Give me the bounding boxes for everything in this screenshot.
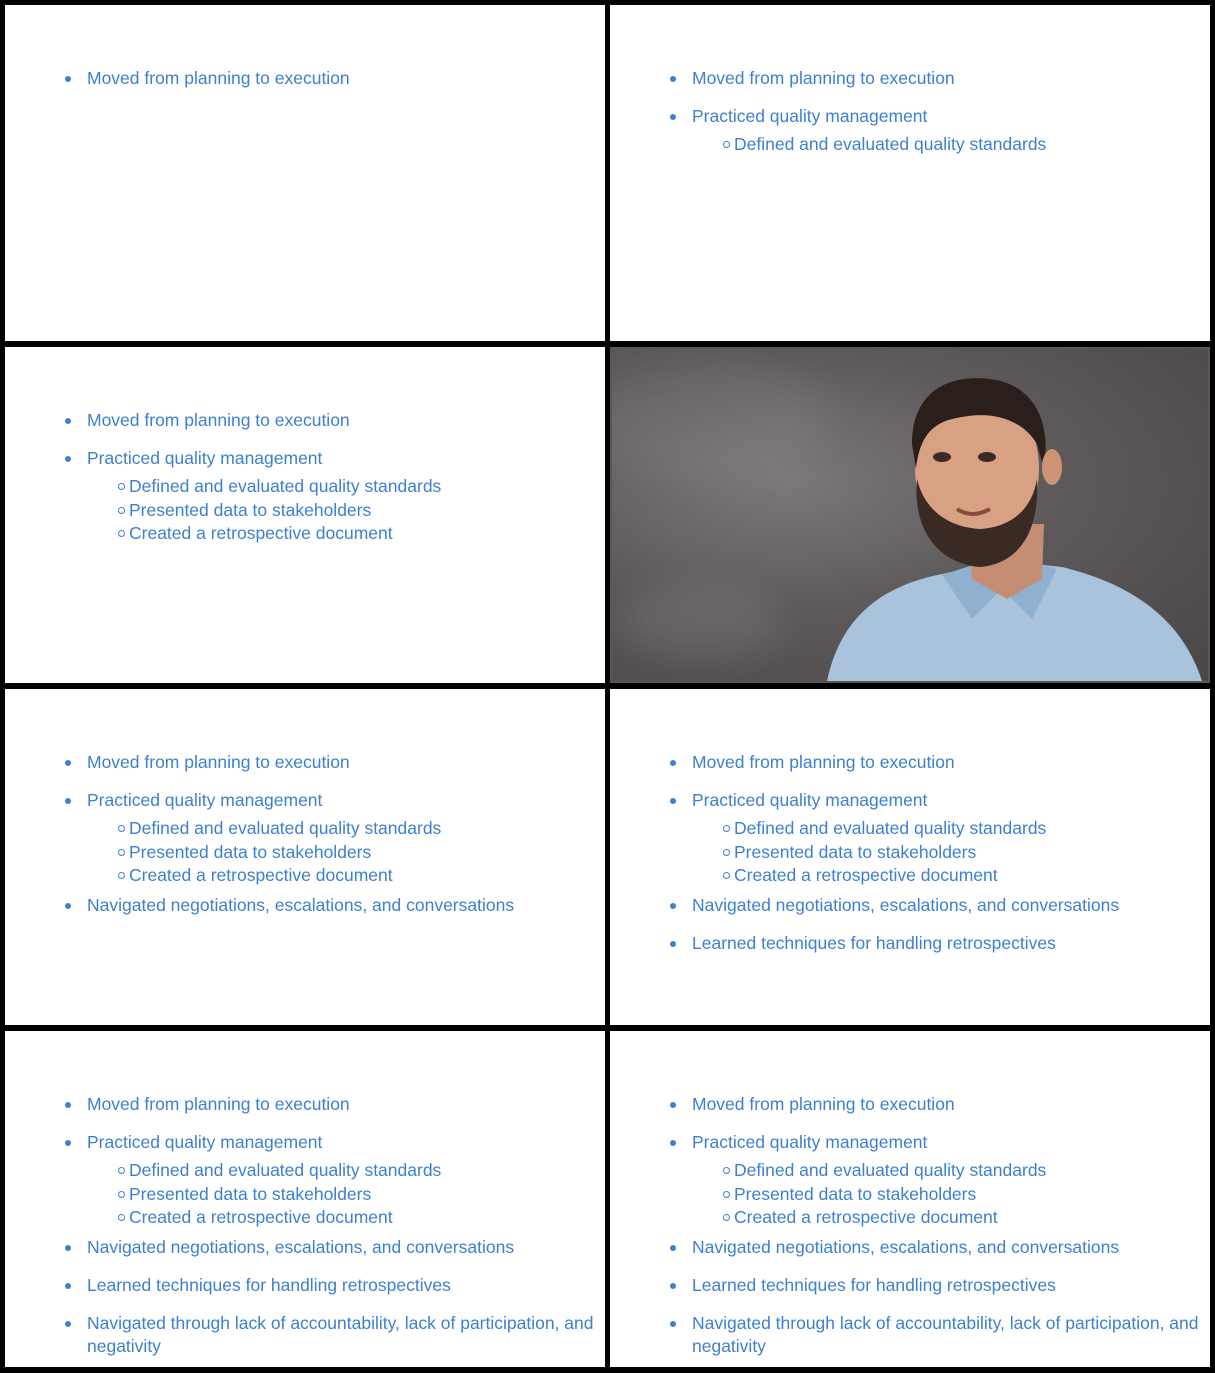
bullet-item xyxy=(670,751,1204,774)
bullet-text: Moved from planning to execution xyxy=(87,68,350,88)
sub-bullet-item: Defined and evaluated quality standards xyxy=(118,817,599,841)
bullet-item xyxy=(65,1131,599,1230)
bullet-list xyxy=(65,67,599,105)
slide-panel xyxy=(5,1031,605,1367)
sub-bullet-item: Defined and evaluated quality standards xyxy=(723,1159,1204,1183)
presenter-figure xyxy=(612,349,1208,681)
sub-bullet-item: Created a retrospective document xyxy=(118,1206,599,1230)
presenter-video xyxy=(612,349,1208,681)
bullet-text: Moved from planning to execution xyxy=(87,1094,350,1114)
bullet-item xyxy=(65,789,599,888)
slide-panel xyxy=(610,689,1210,1025)
slide-panel xyxy=(5,689,605,1025)
sub-bullet-list xyxy=(87,1159,599,1230)
sub-bullet-item: Presented data to stakeholders xyxy=(118,1183,599,1207)
bullet-item xyxy=(670,1274,1204,1297)
bullet-text: Moved from planning to execution xyxy=(87,752,350,772)
bullet-item xyxy=(670,1131,1204,1230)
bullet-text: Practiced quality management xyxy=(692,790,928,810)
bullet-item xyxy=(670,105,1204,157)
bullet-text: Moved from planning to execution xyxy=(87,410,350,430)
bullet-item xyxy=(670,1236,1204,1259)
sub-bullet-item: Defined and evaluated quality standards xyxy=(723,817,1204,841)
bullet-item xyxy=(670,1312,1204,1358)
sub-bullet-list xyxy=(87,817,599,888)
slide-panel xyxy=(610,1031,1210,1367)
sub-bullet-item: Created a retrospective document xyxy=(118,864,599,888)
bullet-text: Learned techniques for handling retrospectives xyxy=(692,932,1056,953)
sub-bullet-list xyxy=(692,817,1204,888)
bullet-item xyxy=(65,1274,599,1297)
sub-bullet-item: Created a retrospective document xyxy=(723,1206,1204,1230)
bullet-item xyxy=(65,894,599,917)
sub-bullet-list xyxy=(692,1159,1204,1230)
bullet-list xyxy=(670,751,1204,970)
bullet-text: Learned techniques for handling retrospectives xyxy=(87,1274,451,1295)
slide-panel xyxy=(5,5,605,341)
sub-bullet-item: Presented data to stakeholders xyxy=(723,841,1204,865)
bullet-item xyxy=(670,932,1204,955)
sub-bullet-item: Created a retrospective document xyxy=(118,522,599,546)
bullet-item xyxy=(65,1093,599,1116)
bullet-text: Navigated through lack of accountability, lack of participation, and negativity xyxy=(87,1312,594,1356)
bullet-item xyxy=(65,409,599,432)
bullet-item xyxy=(670,1093,1204,1116)
slide-panel xyxy=(5,347,605,683)
bullet-text: Navigated negotiations, escalations, and conversations xyxy=(87,1236,515,1257)
bullet-text: Navigated negotiations, escalations, and conversations xyxy=(692,894,1120,915)
sub-bullet-list xyxy=(692,133,1204,157)
video-frame-presenter xyxy=(610,347,1210,683)
bullet-list xyxy=(670,67,1204,163)
bullet-item xyxy=(65,751,599,774)
bullet-text: Practiced quality management xyxy=(692,1132,928,1152)
sub-bullet-item: Presented data to stakeholders xyxy=(723,1183,1204,1207)
bullet-list xyxy=(670,1093,1204,1367)
slide-panel xyxy=(610,5,1210,341)
bullet-list xyxy=(65,1093,599,1367)
bullet-item xyxy=(670,67,1204,90)
bullet-text: Practiced quality management xyxy=(87,1132,323,1152)
bullet-item xyxy=(65,1236,599,1259)
bullet-text: Practiced quality management xyxy=(692,106,928,126)
bullet-text: Moved from planning to execution xyxy=(692,68,955,88)
bullet-item xyxy=(670,894,1204,917)
bullet-text: Navigated negotiations, escalations, and conversations xyxy=(692,1236,1120,1257)
sub-bullet-item: Presented data to stakeholders xyxy=(118,499,599,523)
bullet-list xyxy=(65,409,599,552)
bullet-text: Navigated negotiations, escalations, and conversations xyxy=(87,894,515,915)
sub-bullet-item: Defined and evaluated quality standards xyxy=(118,1159,599,1183)
bullet-item xyxy=(65,67,599,90)
bullet-text: Moved from planning to execution xyxy=(692,752,955,772)
bullet-item xyxy=(65,447,599,546)
bullet-text: Practiced quality management xyxy=(87,790,323,810)
bullet-item xyxy=(670,789,1204,888)
bullet-list xyxy=(65,751,599,932)
sub-bullet-item: Defined and evaluated quality standards xyxy=(723,133,1204,157)
bullet-text: Practiced quality management xyxy=(87,448,323,468)
sub-bullet-item: Defined and evaluated quality standards xyxy=(118,475,599,499)
sub-bullet-list xyxy=(87,475,599,546)
sub-bullet-item: Created a retrospective document xyxy=(723,864,1204,888)
sub-bullet-item: Presented data to stakeholders xyxy=(118,841,599,865)
bullet-text: Learned techniques for handling retrospectives xyxy=(692,1274,1056,1295)
bullet-text: Navigated through lack of accountability, lack of participation, and negativity xyxy=(692,1312,1199,1356)
bullet-text: Moved from planning to execution xyxy=(692,1094,955,1114)
bullet-item xyxy=(65,1312,599,1358)
